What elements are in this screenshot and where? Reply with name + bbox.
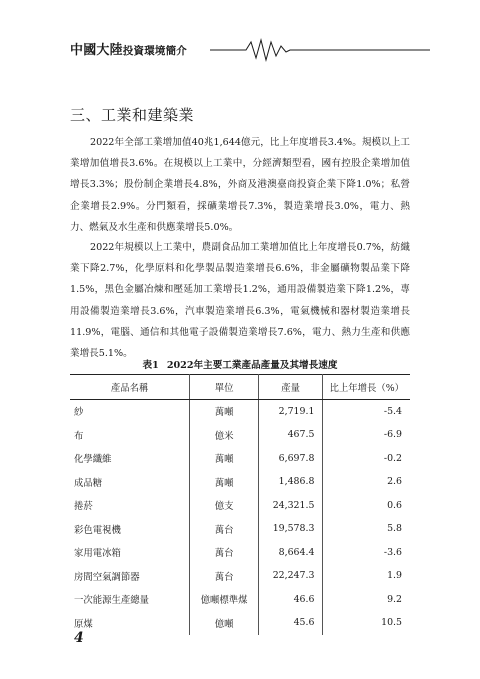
cell-unit: 億噸 — [190, 611, 258, 635]
cell-growth: 1.9 — [323, 564, 410, 588]
cell-growth: -0.2 — [323, 447, 410, 471]
cell-unit: 萬噸 — [190, 399, 258, 423]
cell-growth: -3.6 — [323, 541, 410, 565]
table-caption — [70, 357, 410, 371]
paragraph-industry-overview — [70, 132, 410, 238]
header-output: 產量 — [258, 375, 323, 400]
cell-unit: 萬台 — [190, 517, 258, 541]
industrial-output-table — [70, 374, 410, 635]
header-title — [70, 39, 187, 58]
cell-output: 19,578.3 — [258, 517, 323, 541]
table-header-row — [70, 375, 410, 400]
cell-output: 8,664.4 — [258, 541, 323, 565]
table-caption-number: 表1 — [142, 360, 159, 371]
table-row — [70, 564, 410, 588]
table-row — [70, 423, 410, 447]
table-row — [70, 541, 410, 565]
cell-growth: 0.6 — [323, 494, 410, 518]
cell-output: 467.5 — [258, 423, 323, 447]
cell-growth: -6.9 — [323, 423, 410, 447]
section-title: 三、工業和建築業 — [70, 106, 195, 124]
cell-unit: 億噸標準煤 — [190, 588, 258, 612]
cell-growth: 5.8 — [323, 517, 410, 541]
cell-growth: 10.5 — [323, 611, 410, 635]
page-number: 4 — [74, 630, 84, 646]
table-row — [70, 399, 410, 423]
paragraph-1-text: 2022年全部工業增加值40兆1,644億元，比上年度增長3.4%。規模以上工業增加值增長3.6%。在規模以上工業中，分經濟類型看，國有控股企業增加值增長3.3%；股份制企業增長4.8%，外商及港澳臺商投資企業下降1.0%；私營企業增長2.9%。分門類看，採礦業增長7.3%，製造業增長3.0%，電力、熱力、燃氣及水生產和供應業增長5.0%。 — [70, 137, 410, 233]
cell-growth: -5.4 — [323, 399, 410, 423]
cell-unit: 萬台 — [190, 564, 258, 588]
cell-product: 成品糖 — [74, 477, 103, 489]
cell-unit: 萬台 — [190, 541, 258, 565]
table-caption-text: 2022年主要工業產品產量及其增長速度 — [166, 360, 338, 371]
paragraph-2-text: 2022年規模以上工業中，農副食品加工業增加值比上年度增長0.7%，紡織業下降2.7%，化學原料和化學製品製造業增長6.6%，非金屬礦物製品業下降1.5%，黑色金屬冶煉和壓延加工業增長1.2%，通用設備製造業下降1.2%，專用設備製造業增長3.6%，汽車製造業增長6.3%，電氣機械和器材製造業增長11.9%，電腦、通信和其他電子設備製造業增長7.6%，電力、熱力生產和供應業增長5.1%。 — [70, 242, 410, 360]
table-row — [70, 447, 410, 471]
cell-unit: 億支 — [190, 494, 258, 518]
cell-product: 捲菸 — [74, 501, 93, 513]
cell-product: 彩色電視機 — [74, 524, 121, 536]
cell-growth: 9.2 — [323, 588, 410, 612]
table-row — [70, 517, 410, 541]
paragraph-industry-sectors — [70, 237, 410, 364]
cell-output: 24,321.5 — [258, 494, 323, 518]
cell-product: 布 — [74, 430, 84, 442]
header-title-sub: 投資環境簡介 — [122, 45, 188, 57]
cell-output: 45.6 — [258, 611, 323, 635]
table-row — [70, 588, 410, 612]
header-unit: 單位 — [190, 375, 258, 400]
cell-unit: 萬噸 — [190, 447, 258, 471]
cell-growth: 2.6 — [323, 470, 410, 494]
cell-product: 家用電冰箱 — [74, 548, 121, 560]
cell-unit: 億米 — [190, 423, 258, 447]
table-row — [70, 470, 410, 494]
cell-product: 房間空氣調節器 — [74, 571, 140, 583]
running-header — [70, 36, 430, 62]
cell-product: 一次能源生產總量 — [74, 595, 150, 607]
cell-output: 46.6 — [258, 588, 323, 612]
table-row — [70, 611, 410, 635]
cell-output: 6,697.8 — [258, 447, 323, 471]
cell-product: 紗 — [74, 407, 84, 419]
cell-output: 1,486.8 — [258, 470, 323, 494]
cell-unit: 萬噸 — [190, 470, 258, 494]
cell-product: 化學纖維 — [74, 454, 112, 466]
table-row — [70, 494, 410, 518]
header-title-main: 中國大陸 — [70, 43, 123, 58]
header-growth: 比上年增長（%） — [323, 375, 410, 400]
header-product-name: 產品名稱 — [70, 375, 190, 400]
cell-output: 2,719.1 — [258, 399, 323, 423]
cell-product: 原煤 — [74, 618, 93, 630]
cell-output: 22,247.3 — [258, 564, 323, 588]
